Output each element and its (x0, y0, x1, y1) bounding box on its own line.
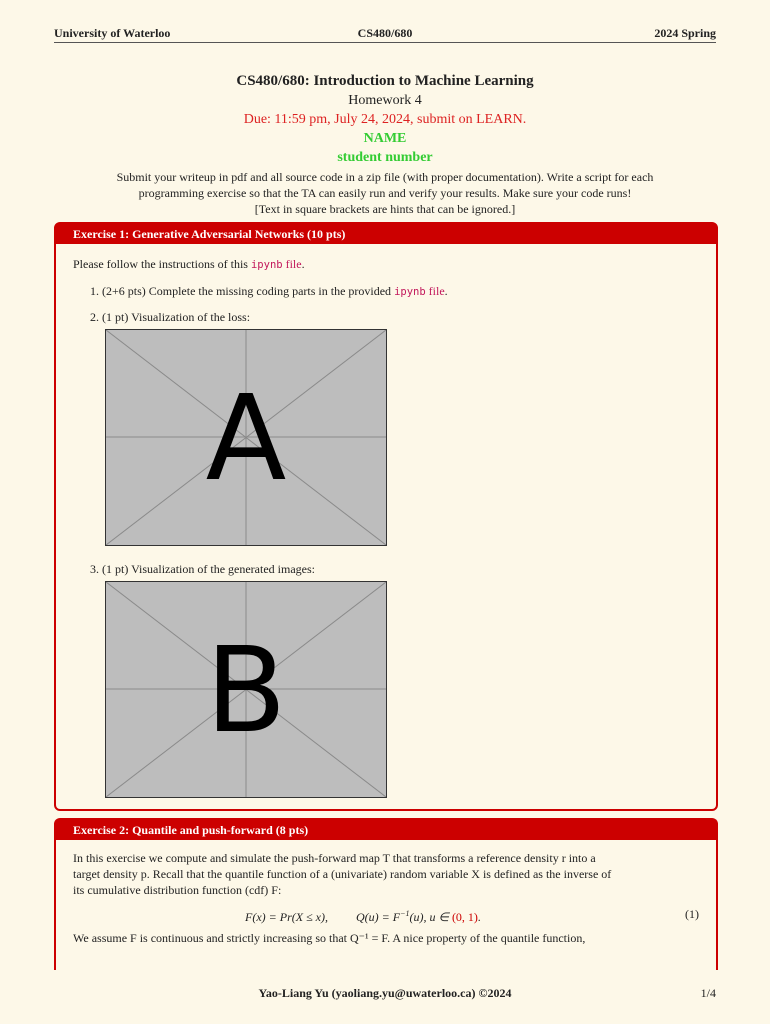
exercise-2-paragraph (73, 850, 699, 898)
item-3 (90, 561, 315, 577)
header-university: University of Waterloo (54, 26, 171, 40)
item-period: . (444, 284, 448, 298)
title-block (0, 72, 770, 167)
instr-text: Please follow the instructions of this (73, 257, 251, 271)
equation-1 (245, 906, 481, 925)
exercise-2-box (54, 818, 718, 970)
exercise-2-heading: Exercise 2: Quantile and push-forward (8 pts) (56, 820, 716, 840)
intro-line: programming exercise so that the TA can easily run and verify your results. Make sure your code runs! (138, 186, 632, 200)
eq-interval: (0, 1) (451, 910, 478, 924)
page-number: 1/4 (700, 986, 716, 1000)
page-footer (54, 986, 716, 1002)
item-number: 2. (90, 310, 99, 324)
ipynb-file-link[interactable]: file (425, 284, 445, 298)
item-2 (90, 309, 250, 325)
header-term: 2024 Spring (654, 26, 716, 40)
exercise-1-heading: Exercise 1: Generative Adversarial Networks (10 pts) (56, 224, 716, 244)
generated-images-placeholder (105, 581, 387, 798)
item-number: 1. (90, 284, 99, 298)
paragraph-line: its cumulative distribution function (cdf) F: (73, 883, 282, 897)
due-date: Due: 11:59 pm, July 24, 2024, submit on LEARN. (243, 112, 527, 127)
submission-instructions (72, 169, 698, 217)
course-title: CS480/680: Introduction to Machine Learning (236, 73, 534, 89)
eq-quantile: Q(u) = F (355, 910, 401, 924)
footer-author: Yao-Liang Yu (yaoliang.yu@uwaterloo.ca) ©2024 (258, 986, 512, 1000)
placeholder-letter-b: B (205, 621, 287, 759)
student-name: NAME (363, 131, 407, 146)
eq-end: . (477, 910, 481, 924)
ipynb-code: ipynb (250, 259, 283, 271)
running-header (54, 26, 716, 43)
eq-quantile-arg: (u), u ∈ (409, 910, 452, 924)
eq-superscript: −1 (400, 909, 410, 918)
item-number: 3. (90, 562, 99, 576)
item-text: (1 pt) Visualization of the generated images: (102, 562, 315, 576)
item-text: (2+6 pts) Complete the missing coding parts in the provided (102, 284, 395, 298)
exercise-2-paragraph-2: We assume F is continuous and strictly increasing so that Q⁻¹ = F. A nice property of the quantile function, (73, 931, 586, 945)
intro-line: Submit your writeup in pdf and all source code in a zip file (with proper documentation). Write a script for each (116, 170, 654, 184)
exercise-1-instructions (73, 256, 305, 273)
paragraph-line: target density p. Recall that the quantile function of a (univariate) random variable X is defined as the inverse of (73, 867, 612, 881)
ipynb-code: ipynb (394, 286, 426, 298)
exercise-1-box (54, 222, 718, 811)
student-number: student number (337, 150, 433, 165)
loss-figure-placeholder (105, 329, 387, 546)
ipynb-file-link[interactable]: file (282, 257, 302, 271)
paragraph-line: In this exercise we compute and simulate the push-forward map T that transforms a reference density r into a (73, 851, 596, 865)
instr-period: . (301, 257, 305, 271)
eq-cdf: F(x) = Pr(X ≤ x), (245, 910, 328, 924)
placeholder-letter-a: A (205, 369, 287, 507)
item-text: (1 pt) Visualization of the loss: (102, 310, 251, 324)
item-1 (90, 283, 448, 300)
equation-number: (1) (685, 907, 699, 921)
homework-label: Homework 4 (348, 93, 422, 108)
intro-line: [Text in square brackets are hints that can be ignored.] (254, 202, 516, 216)
header-course: CS480/680 (357, 26, 413, 40)
